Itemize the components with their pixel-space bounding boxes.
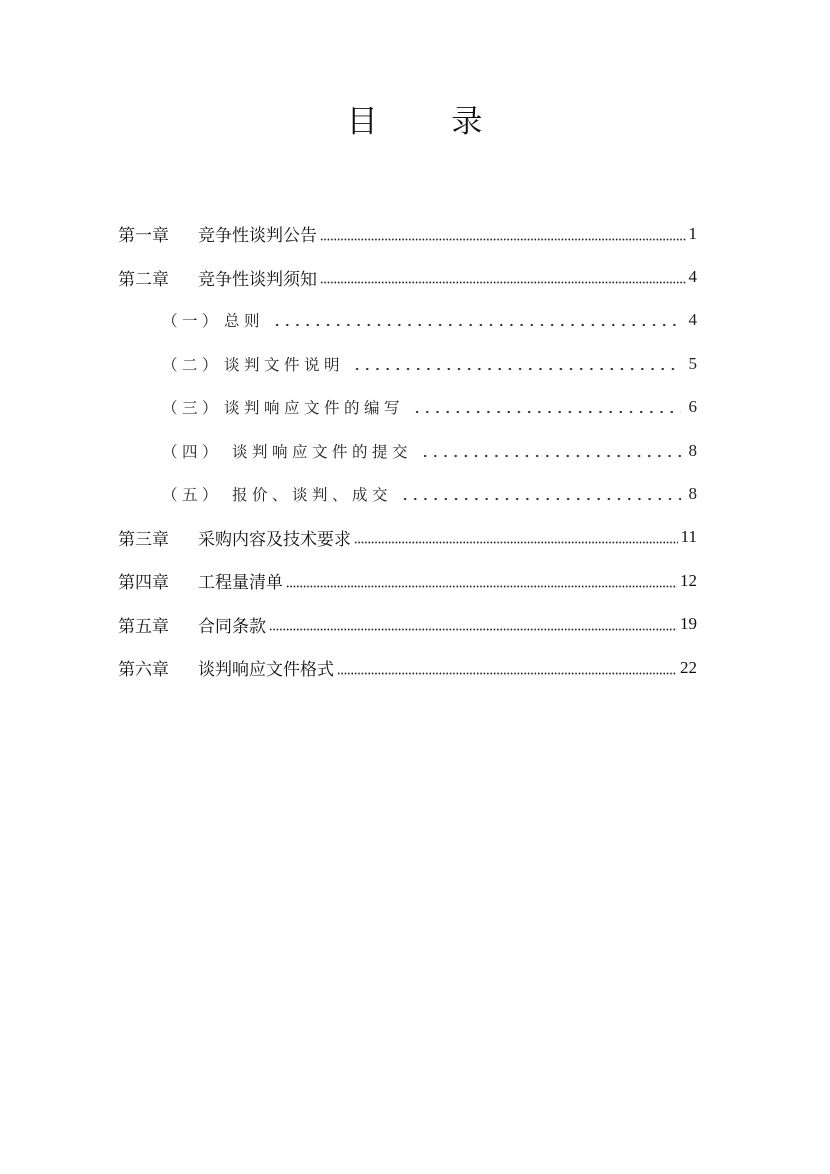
dot-leader [320,227,686,241]
toc-entry-section-1 [118,299,697,342]
toc-page-number: 1 [688,223,697,243]
toc-page-number: 12 [680,570,697,590]
dot-leader [400,487,680,501]
toc-section-number: （五） [162,486,223,505]
toc-entry-section-2 [118,342,697,385]
dot-leader [354,530,678,544]
toc-entry-title: 谈判文件说明 [224,355,345,374]
toc-entry-chapter-1 [118,212,697,255]
toc-chapter-number: 第一章 [118,226,169,247]
table-of-contents [118,212,697,689]
dot-leader [412,400,680,414]
toc-page-number: 8 [688,440,697,460]
toc-page-number: 22 [680,657,697,677]
toc-entry-title: 谈判响应文件的编写 [224,399,405,418]
toc-entry-title: 总则 [224,312,265,331]
toc-entry-chapter-5 [118,603,697,646]
toc-entry-title: 谈判响应文件的提交 [232,442,413,461]
toc-entry-chapter-2 [118,255,697,298]
toc-page-number: 8 [688,484,697,504]
page-title: 目 录 [346,104,484,140]
toc-section-number: （一） [162,312,223,331]
toc-chapter-number: 第二章 [118,269,169,290]
dot-leader [286,574,677,588]
toc-entry-chapter-3 [118,516,697,559]
toc-section-number: （四） [162,442,223,461]
dot-leader [269,617,677,631]
toc-entry-title: 报价、谈判、成交 [232,486,393,505]
dot-leader [337,661,677,675]
dot-leader [320,270,686,284]
toc-page-number: 6 [688,397,697,417]
toc-entry-title: 竞争性谈判公告 [198,226,317,247]
toc-page-number: 11 [680,527,697,547]
toc-section-number: （二） [162,355,223,374]
toc-entry-chapter-4 [118,559,697,602]
toc-entry-section-4 [118,429,697,472]
toc-entry-section-5 [118,472,697,515]
toc-entry-chapter-6 [118,646,697,689]
toc-entry-title: 谈判响应文件格式 [198,660,334,681]
toc-entry-title: 竞争性谈判须知 [198,269,317,290]
toc-chapter-number: 第四章 [118,573,169,594]
toc-chapter-number: 第五章 [118,616,169,637]
toc-section-number: （三） [162,399,223,418]
toc-page-number: 4 [688,310,697,330]
dot-leader [272,313,680,327]
toc-page-number: 19 [680,614,697,634]
toc-page-number: 4 [688,267,697,287]
toc-entry-title: 工程量清单 [198,573,283,594]
toc-entry-title: 合同条款 [198,616,266,637]
toc-page-number: 5 [688,353,697,373]
toc-chapter-number: 第三章 [118,529,169,550]
toc-chapter-number: 第六章 [118,660,169,681]
dot-leader [420,444,680,458]
dot-leader [352,357,680,371]
toc-entry-title: 采购内容及技术要求 [198,529,351,550]
toc-entry-section-3 [118,386,697,429]
